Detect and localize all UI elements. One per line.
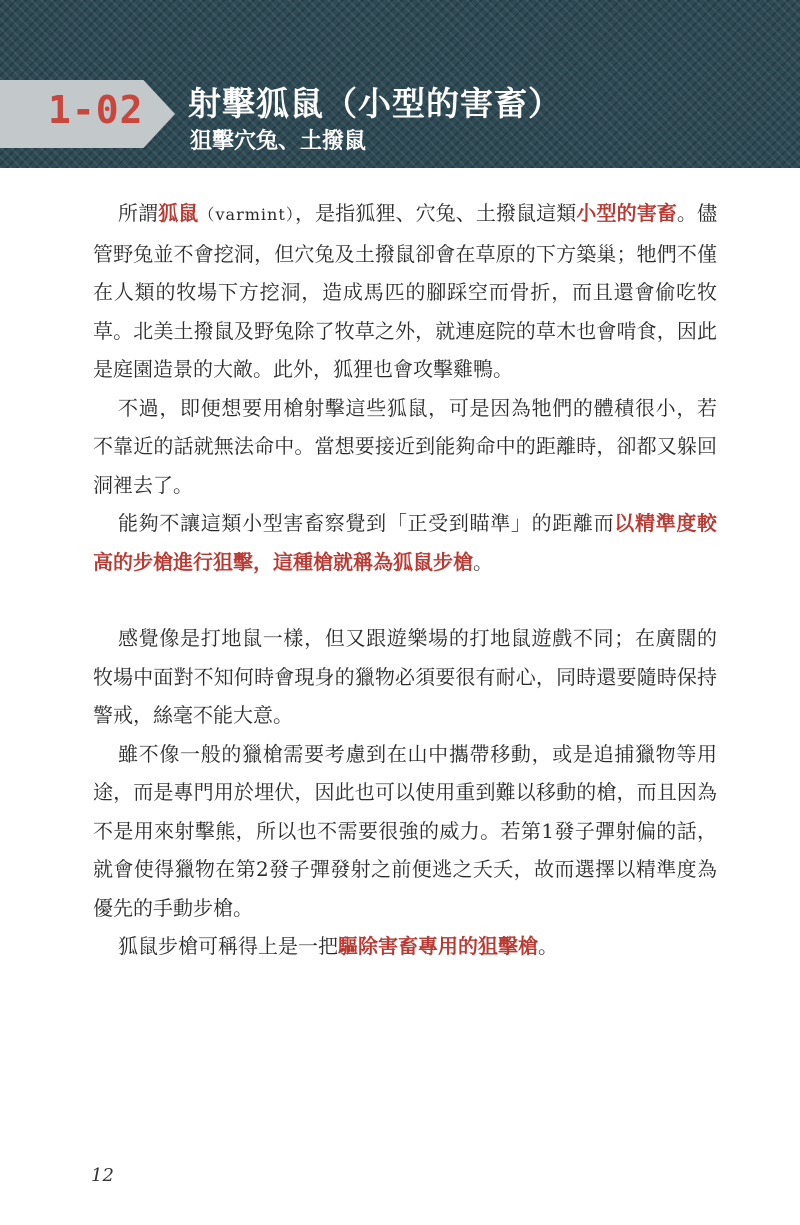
paragraph-3 — [93, 504, 717, 581]
chapter-header-banner — [0, 0, 800, 168]
text-run: 狐鼠步槍可稱得上是一把 — [118, 934, 338, 958]
latin-term: （varmint） — [198, 205, 295, 224]
text-run: 。儘管野兔並不會挖洞，但穴兔及土撥鼠卻會在草原的下方築巢；牠們不僅在人類的牧場下方挖洞，造成馬匹的腳踩空而骨折，而且還會偷吃牧草。北美土撥鼠及野兔除了牧草之外，就連庭院的草木也會啃食，因此是庭園造景的大敵。此外，狐狸也會攻擊雞鴨。 — [93, 201, 718, 381]
text-run: 。 — [538, 934, 558, 958]
section-subtitle: 狙擊穴兔、土撥鼠 — [190, 129, 367, 154]
paragraph-1 — [93, 194, 717, 389]
section-title: 射擊狐鼠（小型的害畜） — [188, 84, 562, 123]
paragraph-5: 雖不像一般的獵槍需要考慮到在山中攜帶移動，或是追捕獵物等用途，而是專門用於埋伏，因此也可以使用重到難以移動的槍，而且因為不是用來射擊熊，所以也不需要很強的威力。若第1發子彈射偏的話，就會使得獵物在第2發子彈發射之前便逃之夭夭，故而選擇以精準度為優先的手動步槍。 — [93, 741, 717, 920]
highlight-term: 狐鼠 — [158, 201, 199, 225]
text-run: 能夠不讓這類小型害畜察覺到「正受到瞄準」的距離而 — [118, 511, 615, 535]
paragraph-6 — [93, 927, 717, 966]
text-run: 所謂 — [118, 201, 159, 225]
highlight-term: 小型的害畜 — [576, 201, 677, 225]
highlight-phrase: 驅除害畜專用的狙擊槍 — [338, 934, 538, 958]
section-number: 1-02 — [48, 88, 144, 132]
page-number: 12 — [91, 1165, 114, 1186]
paragraph-4: 感覺像是打地鼠一樣，但又跟遊樂場的打地鼠遊戲不同；在廣闊的牧場中面對不知何時會現身的獵物必須要很有耐心，同時還要隨時保持警戒，絲毫不能大意。 — [93, 626, 717, 727]
paragraph-2: 不過，即便想要用槍射擊這些狐鼠，可是因為牠們的體積很小，若不靠近的話就無法命中。當想要接近到能夠命中的距離時，卻都又躲回洞裡去了。 — [93, 395, 717, 497]
text-run: ，是指狐狸、穴兔、土撥鼠這類 — [294, 201, 577, 225]
highlight-phrase: 以精準度較高的步槍進行狙擊，這種槍就稱為狐鼠步槍 — [93, 511, 718, 574]
body-text — [93, 194, 717, 966]
text-run: 。 — [473, 549, 493, 574]
